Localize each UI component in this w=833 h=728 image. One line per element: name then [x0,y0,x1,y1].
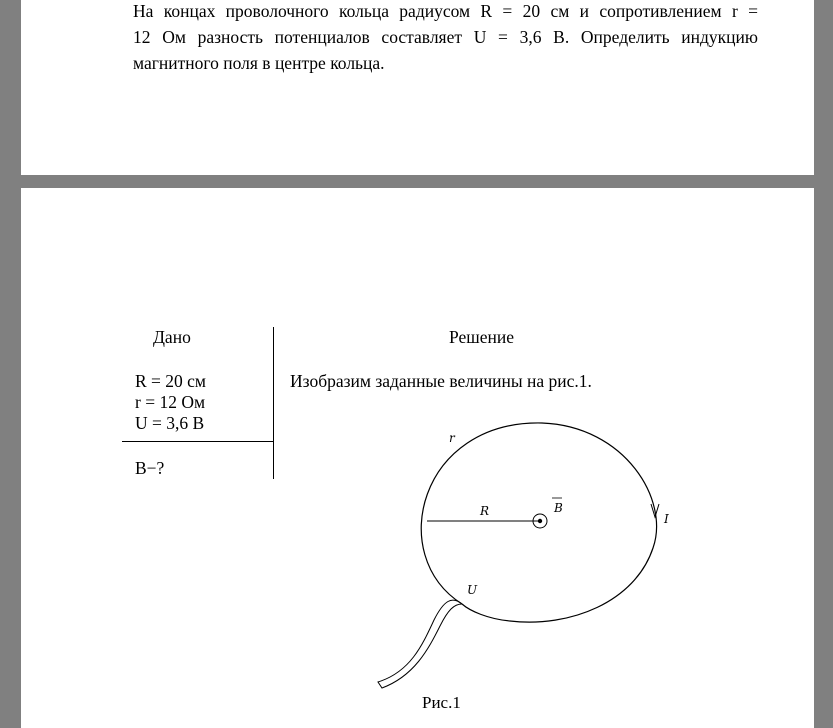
problem-line-1: На концах проволочного кольца радиусом R = 20 см и сопротивлением r = [133,1,758,21]
figure-caption: Рис.1 [422,693,461,712]
solution-text: Изобразим заданные величины на рис.1. [290,371,592,391]
given-item-voltage: U = 3,6 В [135,413,205,433]
label-r: r [449,431,455,445]
given-item-radius: R = 20 см [135,371,207,391]
unknown-quantity: B−? [135,458,165,478]
label-B: B [554,501,563,515]
field-direction-dot [538,519,542,523]
given-divider-vertical [273,327,274,479]
problem-line-2: 12 Ом разность потенциалов составляет U = 3,6 В. Определить индукцию [133,27,758,47]
label-I: I [664,512,669,526]
given-item-resistance: r = 12 Ом [135,392,206,412]
lead-wires [378,600,462,688]
given-heading: Дано [153,327,191,347]
problem-line-3: магнитного поля в центре кольца. [133,53,385,73]
label-R: R [480,504,490,518]
problem-statement [133,0,758,76]
ring-figure [370,420,690,712]
given-divider-horizontal [122,441,274,442]
label-U: U [467,583,478,597]
solution-heading: Решение [449,327,515,347]
